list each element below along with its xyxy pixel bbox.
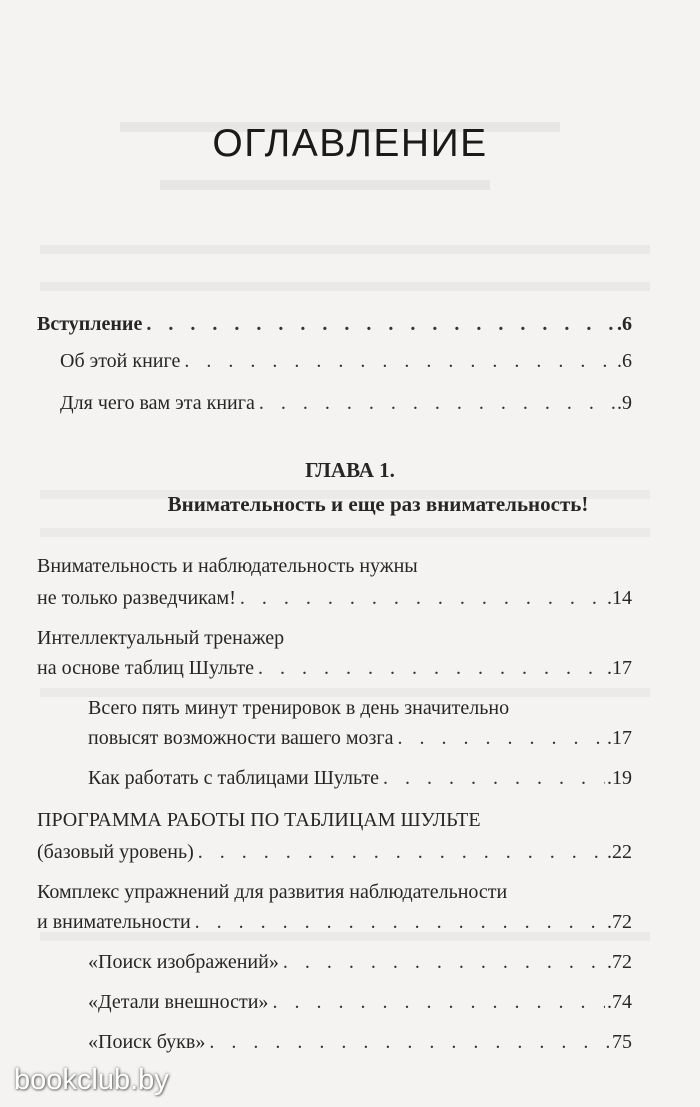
toc-entry-label: Как работать с таблицами Шульте <box>88 767 379 789</box>
toc-entry <box>88 762 632 794</box>
toc-entry <box>37 652 632 684</box>
toc-entry-page: 75 <box>612 1031 632 1053</box>
toc-entry-page: .22 <box>607 841 632 863</box>
dot-leader <box>146 308 615 340</box>
toc-entry-page: .9 <box>617 392 632 414</box>
page-title: ОГЛАВЛЕНИЕ <box>212 122 488 165</box>
dot-leader <box>209 1026 610 1058</box>
dot-leader <box>398 722 606 754</box>
toc-entry-intro <box>37 308 632 340</box>
dot-leader <box>198 836 605 868</box>
dot-leader <box>195 906 605 938</box>
dot-leader <box>383 762 605 794</box>
toc-entry-line: ПРОГРАММА РАБОТЫ ПО ТАБЛИЦАМ ШУЛЬТЕ <box>37 809 481 831</box>
toc-entry-label: «Детали внешности» <box>88 991 269 1013</box>
toc-entry <box>88 722 632 754</box>
dot-leader <box>272 986 605 1018</box>
toc-entry-page: .19 <box>607 767 632 789</box>
toc-entry-line: Внимательность и наблюдательность нужны <box>37 555 418 577</box>
toc-entry <box>37 836 632 868</box>
dot-leader <box>259 387 615 419</box>
toc-entry-page: .72 <box>607 951 632 973</box>
chapter-number: ГЛАВА 1. <box>305 458 395 482</box>
dot-leader <box>184 345 615 377</box>
toc-entry-page: .14 <box>607 587 632 609</box>
dot-leader <box>258 652 605 684</box>
watermark: bookclub.by <box>14 1064 169 1096</box>
toc-entry-label: Вступление <box>37 313 143 335</box>
toc-entry-label: «Поиск букв» <box>88 1031 206 1053</box>
toc-entry <box>88 1026 632 1058</box>
toc-entry-page: .72 <box>607 911 632 933</box>
toc-entry-line: Всего пять минут тренировок в день значительно <box>88 697 510 719</box>
toc-entry-label: «Поиск изображений» <box>88 951 279 973</box>
toc-entry-label: (базовый уровень) <box>37 841 194 863</box>
toc-entry <box>60 345 632 377</box>
toc-entry-page: .17 <box>607 727 632 749</box>
toc-entry-label: Об этой книге <box>60 350 181 372</box>
toc-entry <box>88 946 632 978</box>
toc-entry-label: и внимательности <box>37 911 191 933</box>
dot-leader <box>283 946 605 978</box>
toc-entry-page: .6 <box>617 350 632 372</box>
toc-entry <box>37 582 632 614</box>
toc-entry-line: Интеллектуальный тренажер <box>37 627 285 649</box>
toc-entry-line: Комплекс упражнений для развития наблюдательности <box>37 881 508 903</box>
toc-entry <box>60 387 632 419</box>
toc-entry-label: Для чего вам эта книга <box>60 392 255 414</box>
toc-entry-label: повысят возможности вашего мозга <box>88 727 394 749</box>
toc-entry-label: на основе таблиц Шульте <box>37 657 255 679</box>
dot-leader <box>240 582 605 614</box>
toc-entry <box>37 906 632 938</box>
toc-entry-label: не только разведчикам! <box>37 587 236 609</box>
toc-entry-page: .6 <box>617 313 632 335</box>
toc-entry <box>88 986 632 1018</box>
chapter-title: Внимательность и еще раз внимательность! <box>167 492 589 516</box>
toc-entry-page: .74 <box>607 991 632 1013</box>
toc-entry-page: .17 <box>607 657 632 679</box>
